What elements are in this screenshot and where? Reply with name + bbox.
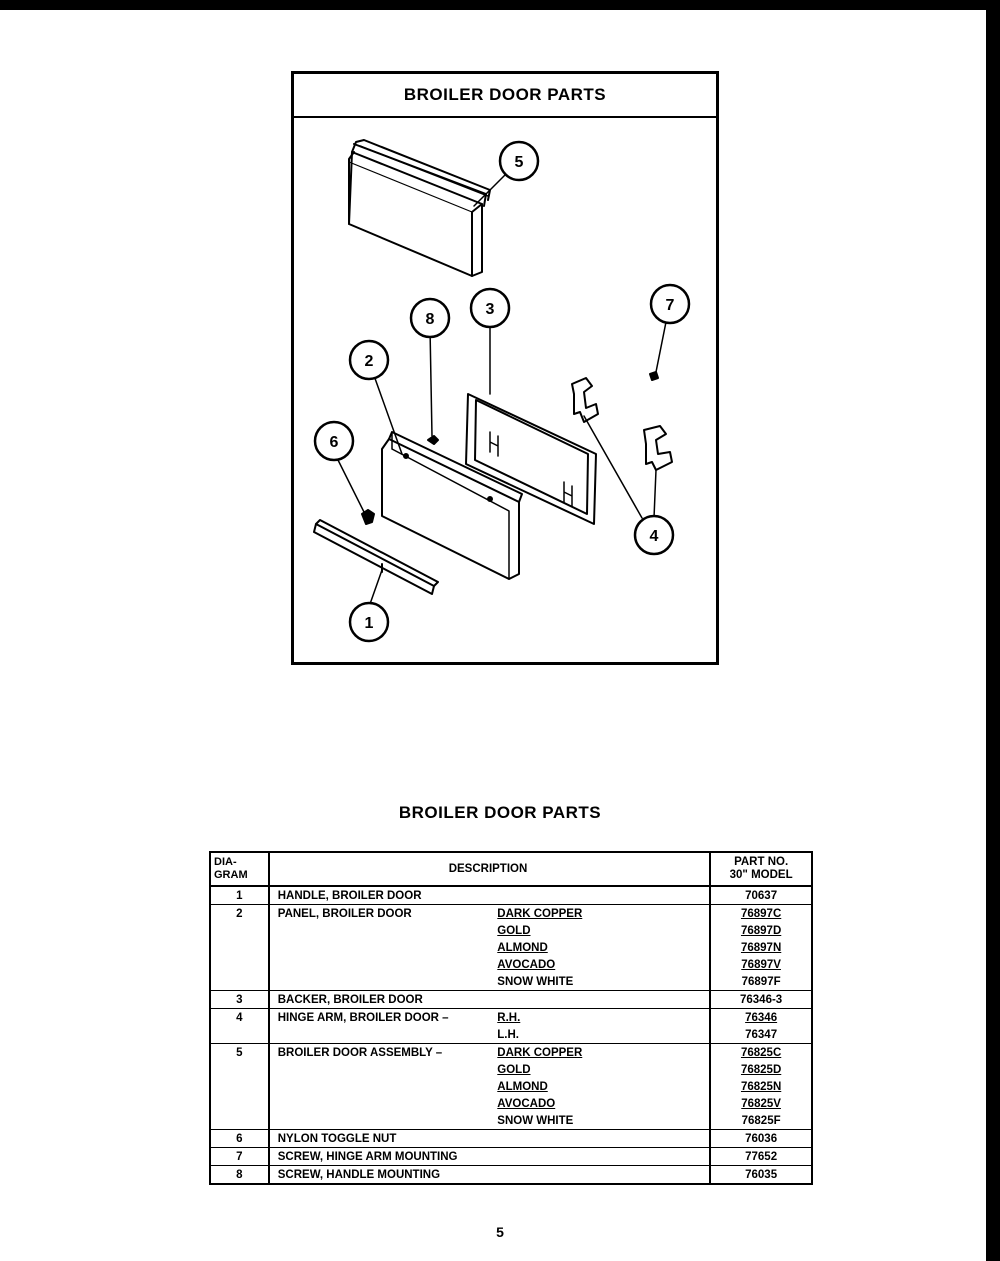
table-row: 3 BACKER, BROILER DOOR 76346-3 bbox=[210, 991, 812, 1009]
table-row: L.H. 76347 bbox=[210, 1026, 812, 1044]
table-row: 7 SCREW, HINGE ARM MOUNTING 77652 bbox=[210, 1148, 812, 1166]
callout-1 bbox=[350, 603, 388, 641]
table-row: SNOW WHITE 76897F bbox=[210, 973, 812, 991]
callout-2 bbox=[350, 341, 388, 379]
parts-table-title: BROILER DOOR PARTS bbox=[398, 803, 602, 822]
table-row: AVOCADO 76825V bbox=[210, 1095, 812, 1112]
table-row: GOLD 76825D bbox=[210, 1061, 812, 1078]
table-row: 4 HINGE ARM, BROILER DOOR – R.H. 76346 bbox=[210, 1009, 812, 1027]
door-assembly-part bbox=[349, 140, 490, 276]
table-row: SNOW WHITE 76825F bbox=[210, 1112, 812, 1130]
callout-8 bbox=[411, 299, 449, 337]
table-row: 2 PANEL, BROILER DOOR DARK COPPER 76897C bbox=[210, 905, 812, 923]
table-row: ALMOND 76897N bbox=[210, 939, 812, 956]
svg-text:3: 3 bbox=[485, 301, 495, 318]
handle-part bbox=[314, 520, 438, 594]
page-number: 5 bbox=[496, 1224, 504, 1240]
parts-drawing bbox=[294, 74, 716, 662]
parts-table bbox=[209, 851, 813, 1185]
svg-text:7: 7 bbox=[665, 297, 675, 314]
panel-part bbox=[382, 432, 522, 579]
svg-text:8: 8 bbox=[425, 311, 435, 328]
callout-5 bbox=[500, 142, 538, 180]
exploded-diagram bbox=[291, 71, 719, 665]
table-header-row bbox=[210, 852, 812, 886]
col-part-header: PART NO. 30" MODEL bbox=[710, 852, 812, 886]
table-row: GOLD 76897D bbox=[210, 922, 812, 939]
table-row: AVOCADO 76897V bbox=[210, 956, 812, 973]
hinge-screw-part bbox=[650, 372, 658, 380]
table-row: 8 SCREW, HANDLE MOUNTING 76035 bbox=[210, 1166, 812, 1185]
col-description-header: DESCRIPTION bbox=[269, 852, 710, 886]
handle-screw-part bbox=[428, 436, 438, 444]
callout-6 bbox=[315, 422, 353, 460]
diagram-title: BROILER DOOR PARTS bbox=[294, 74, 716, 118]
svg-text:4: 4 bbox=[649, 528, 659, 545]
table-row: 5 BROILER DOOR ASSEMBLY – DARK COPPER 76825C bbox=[210, 1044, 812, 1062]
svg-text:1: 1 bbox=[364, 615, 374, 632]
col-diagram-header: DIA- GRAM bbox=[210, 852, 269, 886]
callout-3 bbox=[471, 289, 509, 327]
callout-4 bbox=[635, 516, 673, 554]
svg-text:2: 2 bbox=[364, 353, 374, 370]
table-row: ALMOND 76825N bbox=[210, 1078, 812, 1095]
callout-7 bbox=[651, 285, 689, 323]
table-row: 6 NYLON TOGGLE NUT 76036 bbox=[210, 1130, 812, 1148]
svg-text:5: 5 bbox=[514, 154, 524, 171]
table-row: 1 HANDLE, BROILER DOOR 70637 bbox=[210, 886, 812, 905]
svg-text:6: 6 bbox=[329, 434, 339, 451]
